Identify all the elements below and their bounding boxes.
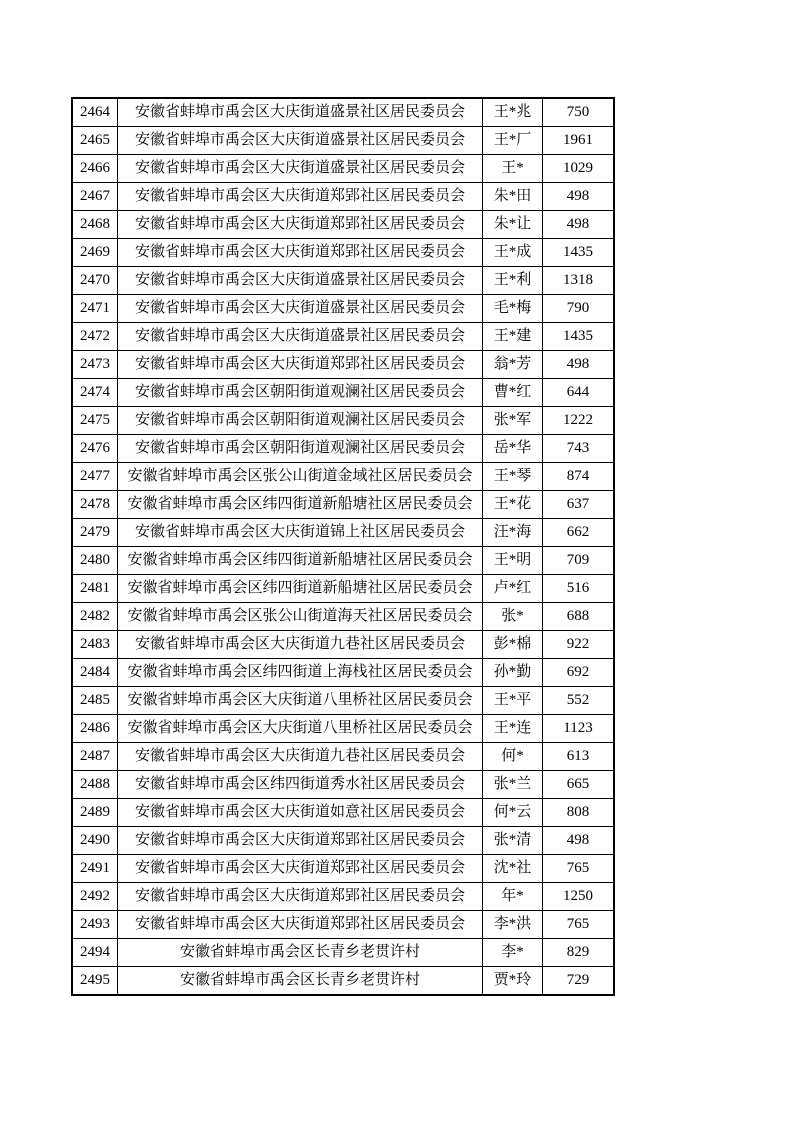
table-row bbox=[72, 211, 614, 239]
masked-name-cell: 曹*红 bbox=[483, 379, 543, 407]
table-row bbox=[72, 491, 614, 519]
table-row bbox=[72, 575, 614, 603]
row-number-cell: 2481 bbox=[72, 575, 118, 603]
table-row bbox=[72, 183, 614, 211]
count-cell: 729 bbox=[543, 967, 615, 996]
organization-cell: 安徽省蚌埠市禹会区张公山街道金域社区居民委员会 bbox=[118, 463, 483, 491]
masked-name-cell: 卢*红 bbox=[483, 575, 543, 603]
masked-name-cell: 孙*勤 bbox=[483, 659, 543, 687]
organization-cell: 安徽省蚌埠市禹会区大庆街道如意社区居民委员会 bbox=[118, 799, 483, 827]
row-number-cell: 2482 bbox=[72, 603, 118, 631]
row-number-cell: 2480 bbox=[72, 547, 118, 575]
row-number-cell: 2492 bbox=[72, 883, 118, 911]
row-number-cell: 2486 bbox=[72, 715, 118, 743]
row-number-cell: 2493 bbox=[72, 911, 118, 939]
organization-cell: 安徽省蚌埠市禹会区大庆街道郑郢社区居民委员会 bbox=[118, 351, 483, 379]
table-row bbox=[72, 631, 614, 659]
masked-name-cell: 李* bbox=[483, 939, 543, 967]
row-number-cell: 2476 bbox=[72, 435, 118, 463]
row-number-cell: 2488 bbox=[72, 771, 118, 799]
count-cell: 644 bbox=[543, 379, 615, 407]
masked-name-cell: 王*利 bbox=[483, 267, 543, 295]
organization-cell: 安徽省蚌埠市禹会区大庆街道郑郢社区居民委员会 bbox=[118, 183, 483, 211]
organization-cell: 安徽省蚌埠市禹会区大庆街道盛景社区居民委员会 bbox=[118, 98, 483, 127]
organization-cell: 安徽省蚌埠市禹会区纬四街道新船塘社区居民委员会 bbox=[118, 547, 483, 575]
masked-name-cell: 李*洪 bbox=[483, 911, 543, 939]
count-cell: 1250 bbox=[543, 883, 615, 911]
masked-name-cell: 何*云 bbox=[483, 799, 543, 827]
table-row bbox=[72, 435, 614, 463]
row-number-cell: 2494 bbox=[72, 939, 118, 967]
organization-cell: 安徽省蚌埠市禹会区大庆街道盛景社区居民委员会 bbox=[118, 155, 483, 183]
table-row bbox=[72, 323, 614, 351]
count-cell: 790 bbox=[543, 295, 615, 323]
organization-cell: 安徽省蚌埠市禹会区大庆街道盛景社区居民委员会 bbox=[118, 267, 483, 295]
table-row bbox=[72, 911, 614, 939]
table-row bbox=[72, 883, 614, 911]
table-row bbox=[72, 547, 614, 575]
masked-name-cell: 张*兰 bbox=[483, 771, 543, 799]
table-row bbox=[72, 603, 614, 631]
count-cell: 692 bbox=[543, 659, 615, 687]
organization-cell: 安徽省蚌埠市禹会区大庆街道郑郢社区居民委员会 bbox=[118, 211, 483, 239]
organization-cell: 安徽省蚌埠市禹会区大庆街道盛景社区居民委员会 bbox=[118, 323, 483, 351]
count-cell: 637 bbox=[543, 491, 615, 519]
table-row bbox=[72, 239, 614, 267]
masked-name-cell: 王*琴 bbox=[483, 463, 543, 491]
masked-name-cell: 王*厂 bbox=[483, 127, 543, 155]
table-row bbox=[72, 659, 614, 687]
organization-cell: 安徽省蚌埠市禹会区大庆街道郑郢社区居民委员会 bbox=[118, 883, 483, 911]
residents-table bbox=[71, 97, 615, 996]
count-cell: 922 bbox=[543, 631, 615, 659]
row-number-cell: 2483 bbox=[72, 631, 118, 659]
masked-name-cell: 年* bbox=[483, 883, 543, 911]
table-row bbox=[72, 687, 614, 715]
masked-name-cell: 朱*让 bbox=[483, 211, 543, 239]
masked-name-cell: 张*清 bbox=[483, 827, 543, 855]
table-row bbox=[72, 379, 614, 407]
row-number-cell: 2469 bbox=[72, 239, 118, 267]
organization-cell: 安徽省蚌埠市禹会区大庆街道盛景社区居民委员会 bbox=[118, 127, 483, 155]
table-row bbox=[72, 771, 614, 799]
organization-cell: 安徽省蚌埠市禹会区朝阳街道观澜社区居民委员会 bbox=[118, 379, 483, 407]
masked-name-cell: 朱*田 bbox=[483, 183, 543, 211]
row-number-cell: 2474 bbox=[72, 379, 118, 407]
masked-name-cell: 彭*棉 bbox=[483, 631, 543, 659]
masked-name-cell: 沈*社 bbox=[483, 855, 543, 883]
count-cell: 808 bbox=[543, 799, 615, 827]
count-cell: 688 bbox=[543, 603, 615, 631]
masked-name-cell: 岳*华 bbox=[483, 435, 543, 463]
masked-name-cell: 张*军 bbox=[483, 407, 543, 435]
table-row bbox=[72, 407, 614, 435]
count-cell: 498 bbox=[543, 827, 615, 855]
count-cell: 498 bbox=[543, 351, 615, 379]
table-row bbox=[72, 98, 614, 127]
row-number-cell: 2465 bbox=[72, 127, 118, 155]
organization-cell: 安徽省蚌埠市禹会区长青乡老贯许村 bbox=[118, 939, 483, 967]
count-cell: 1961 bbox=[543, 127, 615, 155]
row-number-cell: 2470 bbox=[72, 267, 118, 295]
organization-cell: 安徽省蚌埠市禹会区纬四街道新船塘社区居民委员会 bbox=[118, 491, 483, 519]
masked-name-cell: 张* bbox=[483, 603, 543, 631]
row-number-cell: 2484 bbox=[72, 659, 118, 687]
count-cell: 498 bbox=[543, 211, 615, 239]
organization-cell: 安徽省蚌埠市禹会区朝阳街道观澜社区居民委员会 bbox=[118, 407, 483, 435]
count-cell: 1318 bbox=[543, 267, 615, 295]
count-cell: 665 bbox=[543, 771, 615, 799]
count-cell: 552 bbox=[543, 687, 615, 715]
row-number-cell: 2487 bbox=[72, 743, 118, 771]
count-cell: 765 bbox=[543, 911, 615, 939]
row-number-cell: 2478 bbox=[72, 491, 118, 519]
table-row bbox=[72, 827, 614, 855]
table-row bbox=[72, 155, 614, 183]
organization-cell: 安徽省蚌埠市禹会区大庆街道九巷社区居民委员会 bbox=[118, 631, 483, 659]
table-row bbox=[72, 743, 614, 771]
masked-name-cell: 何* bbox=[483, 743, 543, 771]
masked-name-cell: 王*建 bbox=[483, 323, 543, 351]
row-number-cell: 2477 bbox=[72, 463, 118, 491]
organization-cell: 安徽省蚌埠市禹会区大庆街道盛景社区居民委员会 bbox=[118, 295, 483, 323]
organization-cell: 安徽省蚌埠市禹会区张公山街道海天社区居民委员会 bbox=[118, 603, 483, 631]
organization-cell: 安徽省蚌埠市禹会区纬四街道新船塘社区居民委员会 bbox=[118, 575, 483, 603]
row-number-cell: 2471 bbox=[72, 295, 118, 323]
table-row bbox=[72, 519, 614, 547]
count-cell: 709 bbox=[543, 547, 615, 575]
count-cell: 1123 bbox=[543, 715, 615, 743]
count-cell: 662 bbox=[543, 519, 615, 547]
count-cell: 829 bbox=[543, 939, 615, 967]
row-number-cell: 2473 bbox=[72, 351, 118, 379]
table-row bbox=[72, 351, 614, 379]
count-cell: 1435 bbox=[543, 239, 615, 267]
organization-cell: 安徽省蚌埠市禹会区大庆街道郑郢社区居民委员会 bbox=[118, 239, 483, 267]
table-row bbox=[72, 463, 614, 491]
row-number-cell: 2475 bbox=[72, 407, 118, 435]
organization-cell: 安徽省蚌埠市禹会区大庆街道郑郢社区居民委员会 bbox=[118, 827, 483, 855]
masked-name-cell: 贾*玲 bbox=[483, 967, 543, 996]
organization-cell: 安徽省蚌埠市禹会区大庆街道九巷社区居民委员会 bbox=[118, 743, 483, 771]
organization-cell: 安徽省蚌埠市禹会区长青乡老贯许村 bbox=[118, 967, 483, 996]
table-row bbox=[72, 967, 614, 996]
row-number-cell: 2485 bbox=[72, 687, 118, 715]
row-number-cell: 2464 bbox=[72, 98, 118, 127]
row-number-cell: 2491 bbox=[72, 855, 118, 883]
count-cell: 516 bbox=[543, 575, 615, 603]
row-number-cell: 2468 bbox=[72, 211, 118, 239]
count-cell: 765 bbox=[543, 855, 615, 883]
organization-cell: 安徽省蚌埠市禹会区大庆街道郑郢社区居民委员会 bbox=[118, 911, 483, 939]
row-number-cell: 2466 bbox=[72, 155, 118, 183]
masked-name-cell: 汪*海 bbox=[483, 519, 543, 547]
count-cell: 1222 bbox=[543, 407, 615, 435]
table-row bbox=[72, 267, 614, 295]
masked-name-cell: 王*连 bbox=[483, 715, 543, 743]
row-number-cell: 2489 bbox=[72, 799, 118, 827]
table-row bbox=[72, 799, 614, 827]
masked-name-cell: 王*兆 bbox=[483, 98, 543, 127]
masked-name-cell: 王*平 bbox=[483, 687, 543, 715]
masked-name-cell: 王* bbox=[483, 155, 543, 183]
organization-cell: 安徽省蚌埠市禹会区朝阳街道观澜社区居民委员会 bbox=[118, 435, 483, 463]
table-row bbox=[72, 855, 614, 883]
row-number-cell: 2490 bbox=[72, 827, 118, 855]
table-body bbox=[72, 98, 614, 995]
count-cell: 1435 bbox=[543, 323, 615, 351]
masked-name-cell: 王*成 bbox=[483, 239, 543, 267]
count-cell: 750 bbox=[543, 98, 615, 127]
row-number-cell: 2479 bbox=[72, 519, 118, 547]
masked-name-cell: 王*花 bbox=[483, 491, 543, 519]
organization-cell: 安徽省蚌埠市禹会区大庆街道八里桥社区居民委员会 bbox=[118, 687, 483, 715]
row-number-cell: 2495 bbox=[72, 967, 118, 996]
table-row bbox=[72, 939, 614, 967]
count-cell: 1029 bbox=[543, 155, 615, 183]
table-row bbox=[72, 295, 614, 323]
count-cell: 613 bbox=[543, 743, 615, 771]
organization-cell: 安徽省蚌埠市禹会区大庆街道锦上社区居民委员会 bbox=[118, 519, 483, 547]
organization-cell: 安徽省蚌埠市禹会区大庆街道郑郢社区居民委员会 bbox=[118, 855, 483, 883]
masked-name-cell: 毛*梅 bbox=[483, 295, 543, 323]
organization-cell: 安徽省蚌埠市禹会区大庆街道八里桥社区居民委员会 bbox=[118, 715, 483, 743]
count-cell: 743 bbox=[543, 435, 615, 463]
row-number-cell: 2472 bbox=[72, 323, 118, 351]
count-cell: 874 bbox=[543, 463, 615, 491]
row-number-cell: 2467 bbox=[72, 183, 118, 211]
table-row bbox=[72, 127, 614, 155]
organization-cell: 安徽省蚌埠市禹会区纬四街道秀水社区居民委员会 bbox=[118, 771, 483, 799]
masked-name-cell: 王*明 bbox=[483, 547, 543, 575]
masked-name-cell: 翁*芳 bbox=[483, 351, 543, 379]
count-cell: 498 bbox=[543, 183, 615, 211]
organization-cell: 安徽省蚌埠市禹会区纬四街道上海栈社区居民委员会 bbox=[118, 659, 483, 687]
table-row bbox=[72, 715, 614, 743]
